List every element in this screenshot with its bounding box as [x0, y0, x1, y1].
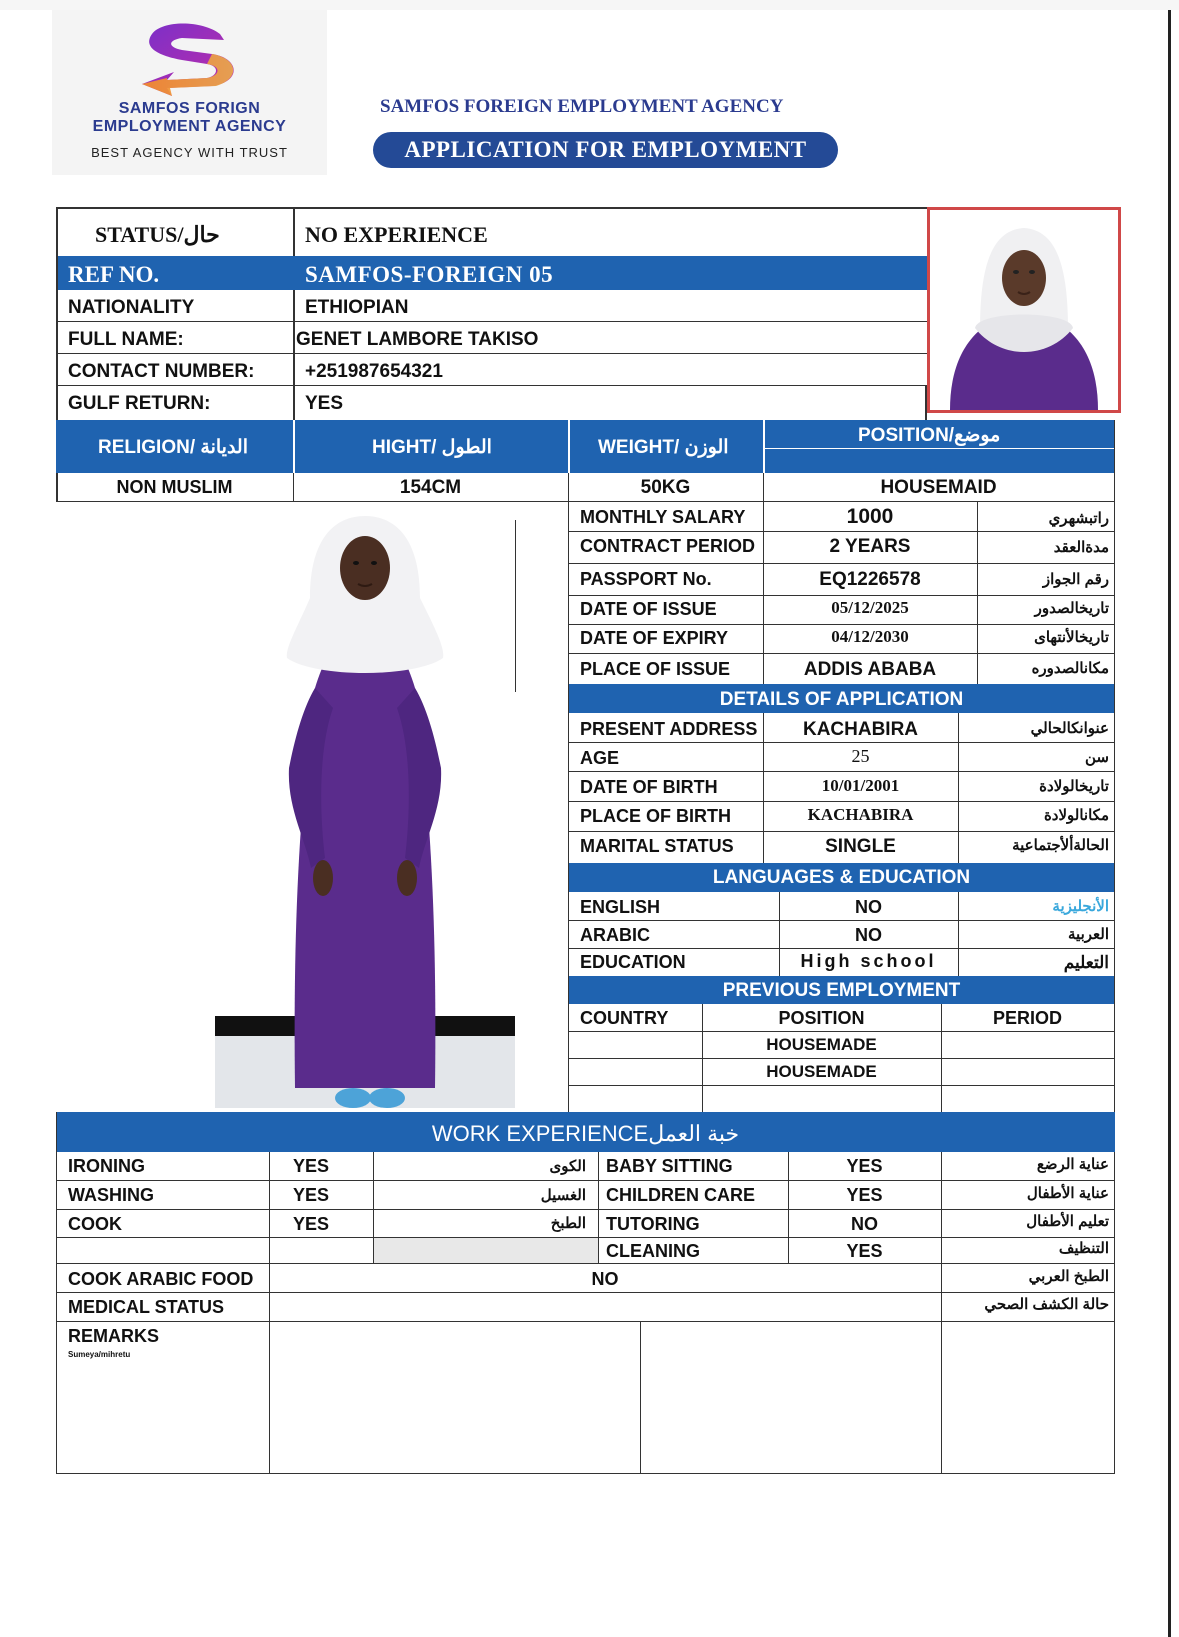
prev-country-header: COUNTRY: [580, 1008, 669, 1028]
children-care-ar: عناية الأطفال: [1026, 1185, 1109, 1202]
medical-status-label: MEDICAL STATUS: [68, 1297, 224, 1317]
position-header: POSITION/موضع: [858, 425, 1001, 446]
baby-sitting-ar: عناية الرضع: [1036, 1156, 1109, 1173]
place-of-birth-label: PLACE OF BIRTH: [580, 806, 731, 826]
passport-label: PASSPORT No.: [580, 569, 712, 589]
washing-ar: الغسيل: [540, 1187, 586, 1204]
medical-status-ar: حالة الكشف الصحي: [984, 1296, 1109, 1313]
marital-status-value: SINGLE: [825, 836, 896, 857]
marital-status-ar: الحالةألأجتماعية: [1012, 837, 1109, 854]
cleaning-label: CLEANING: [606, 1241, 700, 1261]
cook-ar: الطبخ: [550, 1215, 586, 1232]
present-address-ar: عنوانكالحالي: [1030, 720, 1109, 737]
monthly-salary-ar: راتبشهري: [1048, 510, 1109, 527]
passport-value: EQ1226578: [819, 569, 921, 590]
cook-arabic-food-value: NO: [591, 1269, 619, 1289]
place-of-issue-value: ADDIS ABABA: [803, 659, 937, 680]
languages-heading: LANGUAGES & EDUCATION: [712, 867, 971, 888]
nationality-label: NATIONALITY: [68, 297, 195, 318]
cook-arabic-food-ar: الطبخ العربي: [1028, 1268, 1109, 1285]
present-address-value: KACHABIRA: [802, 719, 919, 740]
tutoring-label: TUTORING: [606, 1214, 700, 1234]
prev-position-header: POSITION: [778, 1008, 865, 1028]
page-top-shade: [0, 0, 1179, 10]
weight-value: 50KG: [640, 477, 691, 498]
weight-header: WEIGHT/ الوزن: [598, 437, 729, 458]
age-label: AGE: [580, 748, 620, 768]
previous-employment-heading: PREVIOUS EMPLOYMENT: [722, 980, 961, 1001]
full-name-value: GENET LAMBORE TAKISO: [296, 329, 539, 350]
cleaning-ar: التنظيف: [1058, 1240, 1109, 1257]
religion-value: NON MUSLIM: [116, 477, 233, 497]
present-address-label: PRESENT ADDRESS: [580, 719, 758, 739]
cleaning-value: YES: [846, 1241, 883, 1261]
tutoring-value: NO: [851, 1214, 878, 1234]
agency-name-heading: SAMFOS FOREIGN EMPLOYMENT AGENCY: [380, 96, 784, 117]
height-header: HIGHT/ الطول: [372, 437, 492, 458]
arabic-ar: العربية: [1068, 926, 1109, 943]
age-ar: سن: [1085, 749, 1109, 766]
education-value: High school: [800, 951, 937, 971]
remarks-label: REMARKS: [68, 1326, 160, 1346]
place-of-issue-label: PLACE OF ISSUE: [580, 659, 731, 679]
contact-number-label: CONTACT NUMBER:: [68, 361, 255, 382]
prev-row-1-position: HOUSEMADE: [766, 1035, 877, 1054]
prev-row-2-position: HOUSEMADE: [766, 1062, 877, 1081]
place-of-birth-ar: مكانالولادة: [1043, 807, 1109, 824]
cook-value: YES: [293, 1214, 330, 1234]
date-of-birth-ar: تاريخالولادة: [1039, 778, 1109, 795]
date-of-issue-ar: تاريخالصدور: [1034, 600, 1109, 617]
date-of-issue-label: DATE OF ISSUE: [580, 599, 717, 619]
date-of-issue-value: 05/12/2025: [831, 598, 909, 617]
religion-header: RELIGION/ الديانة: [98, 437, 248, 458]
date-of-expiry-value: 04/12/2030: [831, 627, 909, 646]
application-title: APPLICATION FOR EMPLOYMENT: [373, 132, 838, 168]
agency-logo: [52, 10, 327, 175]
full-body-photo: [215, 508, 515, 1108]
prev-period-header: PERIOD: [992, 1008, 1062, 1028]
place-of-birth-value: KACHABIRA: [807, 805, 914, 824]
date-of-expiry-ar: تاريخالأنتهاى: [1034, 629, 1109, 646]
ironing-label: IRONING: [68, 1156, 146, 1176]
english-ar: الأنجليزية: [1052, 898, 1109, 915]
english-value: NO: [855, 897, 882, 917]
passport-photo: [927, 207, 1121, 413]
passport-ar: رقم الجواز: [1042, 571, 1109, 588]
education-ar: التعليم: [1063, 953, 1109, 972]
contract-period-label: CONTRACT PERIOD: [580, 536, 755, 556]
position-value: HOUSEMAID: [880, 477, 997, 498]
ref-no-value: SAMFOS-FOREIGN 05: [305, 262, 554, 287]
baby-sitting-value: YES: [846, 1156, 883, 1176]
washing-value: YES: [293, 1185, 330, 1205]
height-value: 154CM: [399, 477, 462, 498]
ironing-value: YES: [293, 1156, 330, 1176]
education-label: EDUCATION: [580, 952, 686, 972]
children-care-label: CHILDREN CARE: [606, 1185, 756, 1205]
status-value: NO EXPERIENCE: [305, 222, 488, 247]
gulf-return-value: YES: [305, 393, 344, 414]
logo-line1: SAMFOS FORIGN: [118, 100, 261, 117]
cook-arabic-food-label: COOK ARABIC FOOD: [68, 1269, 254, 1289]
place-of-issue-ar: مكانالصدوره: [1031, 660, 1109, 677]
logo-line2: EMPLOYMENT AGENCY: [92, 118, 287, 135]
page-edge: [1168, 10, 1171, 1637]
ironing-ar: الكوى: [549, 1158, 586, 1175]
washing-label: WASHING: [68, 1185, 155, 1205]
remarks-note: Sumeya/mihretu: [68, 1350, 131, 1359]
date-of-birth-value: 10/01/2001: [821, 776, 900, 795]
children-care-value: YES: [846, 1185, 883, 1205]
samfos-s-logo-icon: [112, 16, 262, 104]
baby-sitting-label: BABY SITTING: [606, 1156, 733, 1176]
monthly-salary-label: MONTHLY SALARY: [580, 507, 746, 527]
english-label: ENGLISH: [580, 897, 661, 917]
logo-tagline: BEST AGENCY WITH TRUST: [91, 145, 288, 160]
cook-label: COOK: [68, 1214, 122, 1234]
marital-status-label: MARITAL STATUS: [580, 836, 734, 856]
contract-period-ar: مدةالعقد: [1053, 539, 1109, 556]
gulf-return-label: GULF RETURN:: [68, 393, 211, 414]
monthly-salary-value: 1000: [846, 505, 894, 528]
arabic-label: ARABIC: [580, 925, 650, 945]
status-label: STATUS/حال: [95, 222, 220, 247]
arabic-value: NO: [855, 925, 882, 945]
tutoring-ar: تعليم الأطفال: [1026, 1213, 1109, 1230]
full-name-label: FULL NAME:: [68, 329, 184, 350]
date-of-birth-label: DATE OF BIRTH: [580, 777, 718, 797]
date-of-expiry-label: DATE OF EXPIRY: [580, 628, 729, 648]
work-experience-heading: WORK EXPERIENCEخبة العمل: [431, 1121, 740, 1146]
age-value: 25: [851, 746, 870, 766]
contact-number-value: +251987654321: [305, 361, 443, 382]
contract-period-value: 2 YEARS: [829, 536, 911, 557]
ref-no-label: REF NO.: [68, 262, 160, 287]
details-heading: DETAILS OF APPLICATION: [719, 689, 964, 710]
nationality-value: ETHIOPIAN: [305, 297, 409, 318]
